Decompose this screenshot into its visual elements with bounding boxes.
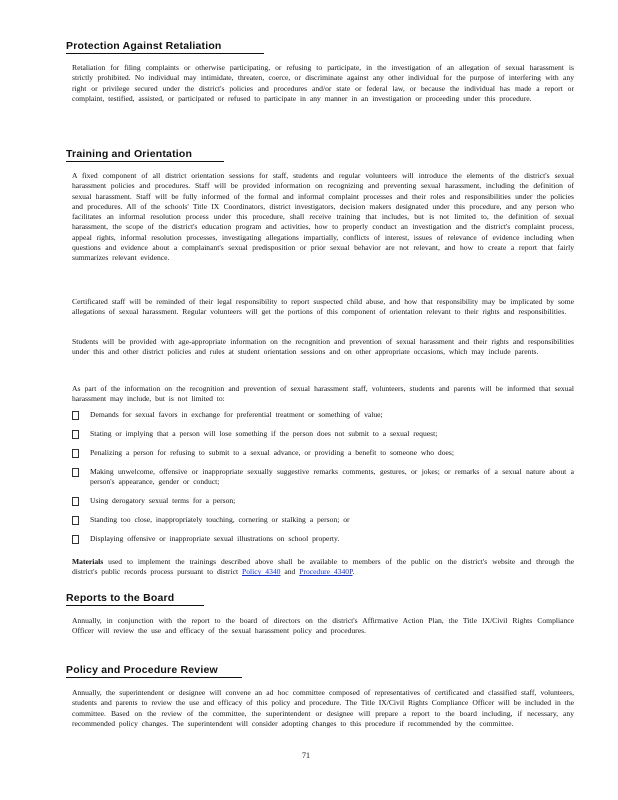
section-heading-protection: Protection Against Retaliation <box>66 40 264 54</box>
training-paragraph-1: A fixed component of all district orientation sessions for staff, students and regular volunteers will introduce the elements of the district's sexual harassment policies and procedures. Staff will be provided information on recognizing and preventing sexual harassment, including the definition of sexual harassment. Staff will be fully informed of the formal and informal complaint processes and their roles and responsibilities under the policies and procedures. All of the schools' Title IX Coordinators, district investigators, decision makers designated under this procedure, and any person who facilitates an informal resolution process under this procedure, shall receive training that includes, but is not limited to, the definition of sexual harassment, the scope of the district's education program and activities, how to properly conduct an investigation and the district's complaint process, appeal rights, informal resolution processes, investigating allegations impartially, conflicts of interest, issues of relevance of evidence including when questions and evidence about a complainant's sexual predisposition or prior sexual behavior are not relevant, and how to create a report that fairly summarizes relevant evidence. <box>72 171 574 263</box>
bullet-box-icon <box>72 497 79 506</box>
policy-4340-link[interactable]: Policy 4340 <box>241 567 281 577</box>
list-item: Displaying offensive or inappropriate sexual illustrations on school property. <box>72 534 574 544</box>
training-materials-paragraph <box>72 557 574 578</box>
section-heading-training: Training and Orientation <box>66 148 224 162</box>
materials-and-text: and <box>280 567 300 577</box>
bullet-box-icon <box>72 449 79 458</box>
training-paragraph-4: As part of the information on the recognition and prevention of sexual harassment staff, volunteers, students and parents will be informed that sexual harassment may include, but is not limited to: <box>72 384 574 404</box>
bullet-box-icon <box>72 516 79 525</box>
materials-label: Materials <box>72 557 104 566</box>
procedure-4340p-link[interactable]: Procedure 4340P <box>299 567 353 577</box>
bullet-box-icon <box>72 468 79 477</box>
protection-paragraph: Retaliation for filing complaints or otherwise participating, or refusing to participate, in the investigation of an allegation of sexual harassment is strictly prohibited. No individual may intimidate, threaten, coerce, or discriminate against any other individual for the purpose of interfering with any right or privilege secured under the district's policies and procedures and/or state or federal law, or because the individual has made a report or complaint, testified, assisted, or participated or refused to participate in any manner in an investigation or proceeding under this procedure. <box>72 63 574 103</box>
list-item: Standing too close, inappropriately touching, cornering or stalking a person; or <box>72 515 574 525</box>
materials-text: used to implement the trainings described above shall be available to members of the public on the district's website and through the district's public records process pursuant to district <box>72 557 574 577</box>
training-paragraph-2: Certificated staff will be reminded of their legal responsibility to report suspected child abuse, and how that responsibility may be implicated by some allegations of sexual harassment. Regular volunteers will get the portions of this component of orientation relevant to their rights and responsibilities. <box>72 297 574 317</box>
section-heading-review: Policy and Procedure Review <box>66 664 242 678</box>
materials-end-text: . <box>352 567 355 577</box>
list-item: Stating or implying that a person will lose something if the person does not submit to a sexual request; <box>72 429 574 439</box>
reports-paragraph: Annually, in conjunction with the report to the board of directors on the district's Affirmative Action Plan, the Title IX/Civil Rights Compliance Officer will review the use and efficacy of the sexual harassment policy and procedures. <box>72 616 574 636</box>
harassment-examples-list <box>72 410 574 553</box>
review-paragraph: Annually, the superintendent or designee will convene an ad hoc committee composed of representatives of certificated and classified staff, volunteers, students and parents to review the use and efficacy of this policy and procedure. The Title IX/Civil Rights Compliance Officer will be included in the committee. Based on the review of the committee, the superintendent or designee will prepare a report to the board including, if necessary, any recommended policy changes. The superintendent will consider adopting changes to this procedure if recommended by the committee. <box>72 688 574 728</box>
list-item: Using derogatory sexual terms for a person; <box>72 496 574 506</box>
list-item: Demands for sexual favors in exchange for preferential treatment or something of value; <box>72 410 574 420</box>
bullet-box-icon <box>72 411 79 420</box>
list-item: Making unwelcome, offensive or inappropriate sexually suggestive remarks comments, gestures, or jokes; or remarks of a sexual nature about a person's appearance, gender or conduct; <box>72 467 574 487</box>
training-paragraph-3: Students will be provided with age-appropriate information on the recognition and prevention of sexual harassment and their rights and responsibilities under this and other district policies and rules at student orientation sessions and on other appropriate occasions, which may include parents. <box>72 337 574 357</box>
page-number: 71 <box>302 751 310 760</box>
bullet-box-icon <box>72 535 79 544</box>
list-item: Penalizing a person for refusing to submit to a sexual advance, or providing a benefit to someone who does; <box>72 448 574 458</box>
section-heading-reports: Reports to the Board <box>66 592 204 606</box>
bullet-box-icon <box>72 430 79 439</box>
